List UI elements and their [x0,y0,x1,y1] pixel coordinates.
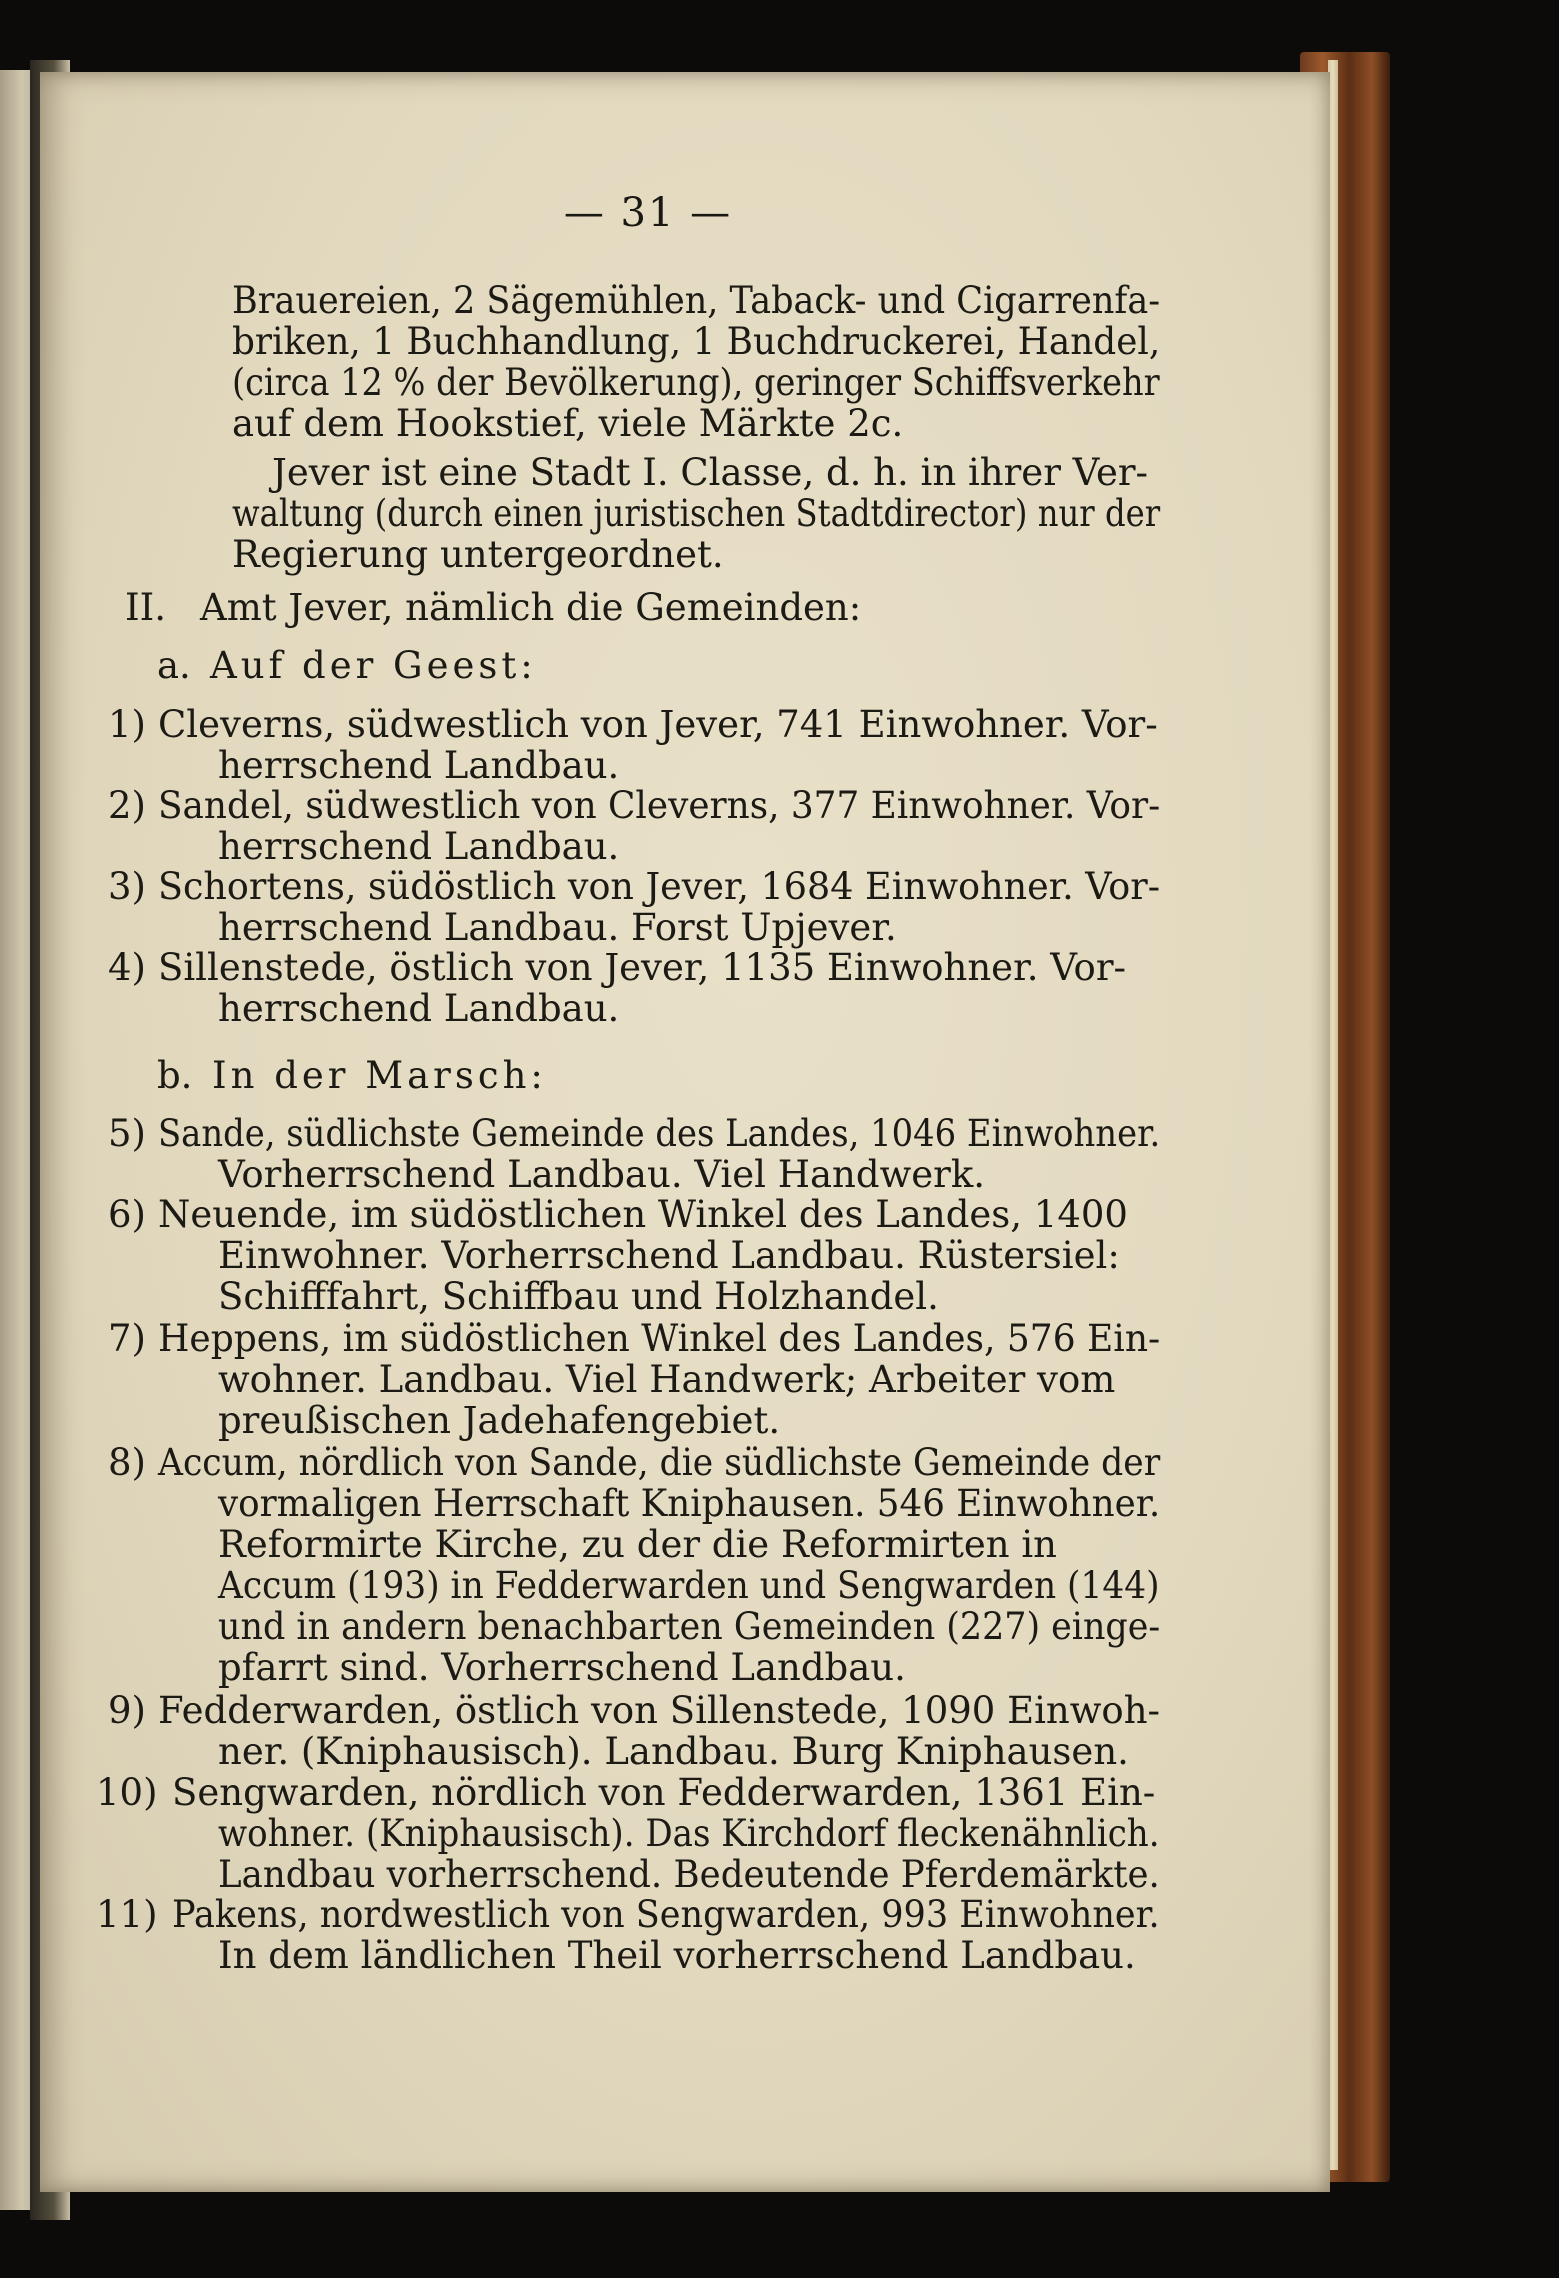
text-line: Sandel, südwestlich von Cleverns, 377 Einwohner. Vor- [158,784,1161,827]
text-line: briken, 1 Buchhandlung, 1 Buchdruckerei, Handel, [232,320,1161,363]
text-line: Jever ist eine Stadt I. Classe, d. h. in ihrer Ver- [272,451,1149,494]
item-number: 10) [96,1771,158,1814]
text-line: Neuende, im südöstlichen Winkel des Landes, 1400 [158,1193,1128,1236]
text-line: Fedderwarden, östlich von Sillenstede, 1090 Einwoh- [158,1689,1161,1732]
page-number: — 31 — [563,190,733,236]
text-line: vormaligen Herrschaft Kniphausen. 546 Einwohner. [218,1482,1161,1525]
subsection-heading: In der Marsch: [212,1054,547,1097]
text-line: Schortens, südöstlich von Jever, 1684 Einwohner. Vor- [158,865,1161,908]
item-number: 9) [108,1689,146,1732]
text-line: Reformirte Kirche, zu der die Reformirten in [218,1523,1058,1566]
text-line: Einwohner. Vorherrschend Landbau. Rüstersiel: [218,1234,1120,1277]
text-line: Heppens, im südöstlichen Winkel des Landes, 576 Ein- [158,1317,1161,1360]
item-number: 5) [108,1112,146,1155]
text-line: Sande, südlichste Gemeinde des Landes, 1046 Einwohner. [158,1112,1161,1155]
text-line: Cleverns, südwestlich von Jever, 741 Einwohner. Vor- [158,703,1158,746]
text-line: auf dem Hookstief, viele Märkte 2c. [232,402,904,445]
subsection-heading: Auf der Geest: [210,644,537,687]
item-number: 2) [108,784,146,827]
text-line: Accum, nördlich von Sande, die südlichste Gemeinde der [158,1441,1161,1484]
item-number: 1) [108,703,146,746]
subsection-marker: a. [157,644,191,687]
text-line: Landbau vorherrschend. Bedeutende Pferdemärkte. [218,1853,1160,1896]
item-number: 8) [108,1441,146,1484]
text-line: und in andern benachbarten Gemeinden (227) einge- [218,1605,1161,1648]
text-line: Regierung untergeordnet. [232,533,724,576]
item-number: 11) [96,1893,158,1936]
subsection-marker: b. [157,1054,193,1097]
text-line: Brauereien, 2 Sägemühlen, Taback- und Cigarrenfa- [232,279,1161,322]
item-number: 7) [108,1317,146,1360]
text-line: ner. (Kniphausisch). Landbau. Burg Kniphausen. [218,1730,1129,1773]
text-line: wohner. (Kniphausisch). Das Kirchdorf fleckenähnlich. [218,1812,1160,1855]
text-line: (circa 12 % der Bevölkerung), geringer Schiffsverkehr [232,361,1160,404]
text-line: In dem ländlichen Theil vorherrschend Landbau. [218,1934,1136,1977]
text-line: herrschend Landbau. Forst Upjever. [218,906,897,949]
item-number: 3) [108,865,146,908]
text-line: waltung (durch einen juristischen Stadtdirector) nur der [232,492,1161,535]
text-line: preußischen Jadehafengebiet. [218,1399,781,1442]
text-line: Pakens, nordwestlich von Sengwarden, 993 Einwohner. [172,1893,1160,1936]
text-line: Schifffahrt, Schiffbau und Holzhandel. [218,1275,939,1318]
item-number: 4) [108,946,146,989]
section-marker: II. [125,586,166,629]
item-number: 6) [108,1193,146,1236]
text-line: herrschend Landbau. [218,825,620,868]
text-line: Sengwarden, nördlich von Fedderwarden, 1361 Ein- [172,1771,1156,1814]
section-heading: Amt Jever, nämlich die Gemeinden: [200,586,862,629]
text-line: pfarrt sind. Vorherrschend Landbau. [218,1646,906,1689]
text-line: Accum (193) in Fedderwarden und Sengwarden (144) [218,1564,1160,1607]
text-line: herrschend Landbau. [218,744,620,787]
text-line: wohner. Landbau. Viel Handwerk; Arbeiter vom [218,1358,1116,1401]
text-line: Sillenstede, östlich von Jever, 1135 Einwohner. Vor- [158,946,1127,989]
text-line: herrschend Landbau. [218,987,620,1030]
text-line: Vorherrschend Landbau. Viel Handwerk. [218,1153,986,1196]
